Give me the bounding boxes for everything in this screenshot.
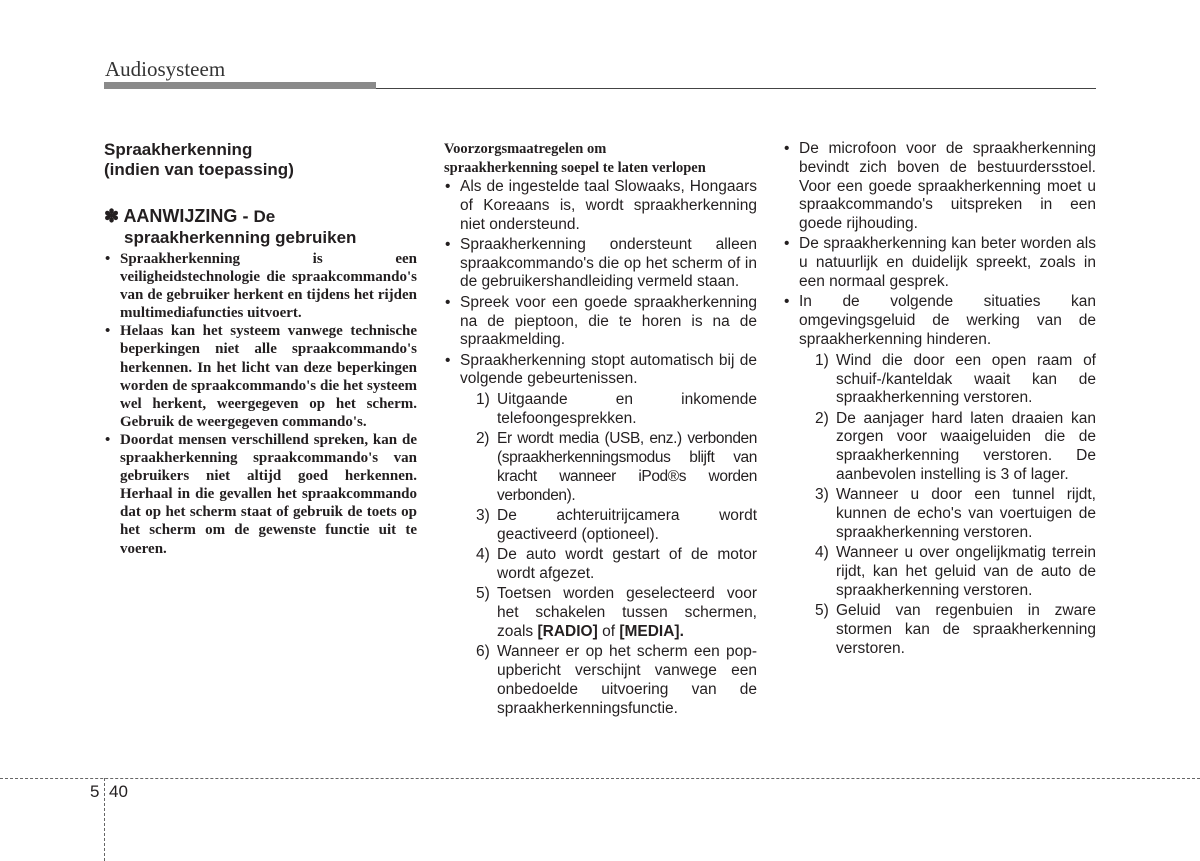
list-item: • Spreek voor een goede spraakherkenning na de pieptoon, die te horen is na de spraakmelding. (444, 294, 757, 350)
item-number: 2) (476, 430, 489, 448)
item-number: 6) (476, 643, 490, 661)
noise-situations-list (799, 352, 1096, 659)
numbered-item (460, 585, 757, 641)
item-text: Geluid van regenbuien in zware stormen kan de spraakherkenning verstoren. (836, 602, 1096, 657)
note-label: AANWIJZING (123, 206, 238, 226)
item-text: Er wordt media (USB, enz.) verbonden (spraakherkenningsmodus blijft van kracht wanneer iPod®s worden verbonden). (497, 430, 757, 504)
list-item: • Als de ingestelde taal Slowaaks, Hongaars of Koreaans is, wordt spraakherkenning niet ondersteund. (444, 178, 757, 234)
item-text: De auto wordt gestart of de motor wordt afgezet. (497, 546, 757, 582)
numbered-item (460, 430, 757, 505)
numbered-item (799, 410, 1096, 485)
precautions-heading-line1: Voorzorgsmaatregelen om (444, 141, 607, 157)
header-rule-thick (104, 82, 376, 89)
note-sub-first: De (253, 207, 276, 226)
list-item-text: In de volgende situaties kan omgevingsgeluid de werking van de spraakherkenning hinderen. (799, 293, 1096, 348)
column-middle (444, 140, 757, 720)
item-text: Toetsen worden geselecteerd voor het schakelen tussen schermen, zoals (497, 585, 757, 640)
media-key-label: [MEDIA]. (619, 622, 684, 640)
numbered-item (799, 352, 1096, 408)
item-number: 2) (815, 409, 829, 427)
numbered-item (460, 391, 757, 429)
page-section-number: 5 (90, 782, 100, 801)
radio-key-label: [RADIO] (537, 622, 598, 640)
item-text: Wanneer u over ongelijkmatig terrein rijdt, kan het geluid van de auto de spraakherkenning verstoren. (836, 544, 1096, 599)
note-subtitle: spraakherkenning gebruiken (124, 228, 357, 247)
note-star-icon: ✽ (104, 206, 120, 226)
item-number: 5) (476, 585, 490, 603)
list-item-text: Spraakherkenning stopt automatisch bij de volgende gebeurtenissen. (460, 351, 757, 388)
note-dash: - (237, 206, 254, 226)
footer-divider (104, 778, 105, 861)
column-right (783, 140, 1096, 660)
page-number: 40 (109, 782, 128, 801)
numbered-item (460, 643, 757, 718)
item-text: Wanneer u door een tunnel rijdt, kunnen de echo's van voertuigen de spraakherkenning verstoren. (836, 486, 1096, 541)
footer-rule (0, 778, 1200, 779)
numbered-item (460, 507, 757, 545)
page-header-title: Audiosysteem (105, 57, 226, 81)
item-text: De aanjager hard laten draaien kan zorgen voor waaigeluiden die de spraakherkenning verstoren. De aanbevolen instelling is 3 of lager. (836, 409, 1096, 484)
list-item: • Spraakherkenning is een veiligheidstechnologie die spraakcommando's van de gebruiker herkent en tijdens het rijden multimediafuncties uitvoert. (104, 250, 417, 322)
item-text: Wanneer er op het scherm een pop-upbericht verschijnt vanwege een onbedoelde uitvoering van de spraakherkenningsfunctie. (497, 643, 757, 717)
list-item (444, 352, 757, 719)
precautions-heading-line2: spraakherkenning soepel te laten verlopen (444, 160, 706, 176)
tips-bullet-list (783, 140, 1096, 659)
item-number: 4) (476, 546, 490, 564)
list-item: • Helaas kan het systeem vanwege technische beperkingen niet alle spraakcommando's herkennen. In het licht van deze beperkingen worden de spraakcommando's die het systeem wel herkent, weergegeven op het scherm. Gebruik de weergegeven commando's. (104, 322, 417, 431)
item-number: 5) (815, 602, 829, 620)
list-item (783, 293, 1096, 658)
section-title-line1: Spraakherkenning (104, 140, 253, 159)
note-bullet-list (104, 250, 417, 558)
item-number: 4) (815, 544, 829, 562)
numbered-item (799, 602, 1096, 658)
item-text: De achteruitrijcamera wordt geactiveerd (optioneel). (497, 507, 757, 543)
item-text-mid: of (597, 622, 620, 640)
item-text: Uitgaande en inkomende telefoongesprekken. (497, 391, 757, 428)
numbered-item (799, 486, 1096, 542)
item-number: 3) (815, 486, 829, 504)
section-title (104, 140, 417, 180)
header-rule-thin (376, 88, 1096, 89)
numbered-item (799, 544, 1096, 600)
column-left (104, 140, 417, 558)
item-number: 1) (815, 351, 829, 369)
item-number: 3) (476, 507, 490, 525)
list-item: • Doordat mensen verschillend spreken, kan de spraakherkenning spraakcommando's van gebruikers niet altijd goed herkennen. Herhaal in die gevallen het spraakcommando dat op het scherm staat of gebruik de toets op het scherm om de gewenste functie uit te voeren. (104, 431, 417, 558)
stop-events-list (460, 391, 757, 718)
precautions-heading (444, 140, 757, 178)
list-item: • De spraakherkenning kan beter worden als u natuurlijk en duidelijk spreekt, zoals in een normaal gesprek. (783, 235, 1096, 291)
item-text: Wind die door een open raam of schuif-/kanteldak waait kan de spraakherkenning verstoren. (836, 351, 1096, 407)
list-item: • De microfoon voor de spraakherkenning bevindt zich boven de bestuurdersstoel. Voor een goede spraakherkenning moet u spraakcommando's uitspreken in een goede rijhouding. (783, 140, 1096, 234)
numbered-item (460, 546, 757, 584)
list-item: • Spraakherkenning ondersteunt alleen spraakcommando's die op het scherm of in de gebruikershandleiding vermeld staan. (444, 236, 757, 292)
section-title-line2: (indien van toepassing) (104, 160, 294, 179)
note-heading (104, 206, 417, 227)
item-number: 1) (476, 391, 490, 409)
precautions-bullet-list (444, 178, 757, 718)
